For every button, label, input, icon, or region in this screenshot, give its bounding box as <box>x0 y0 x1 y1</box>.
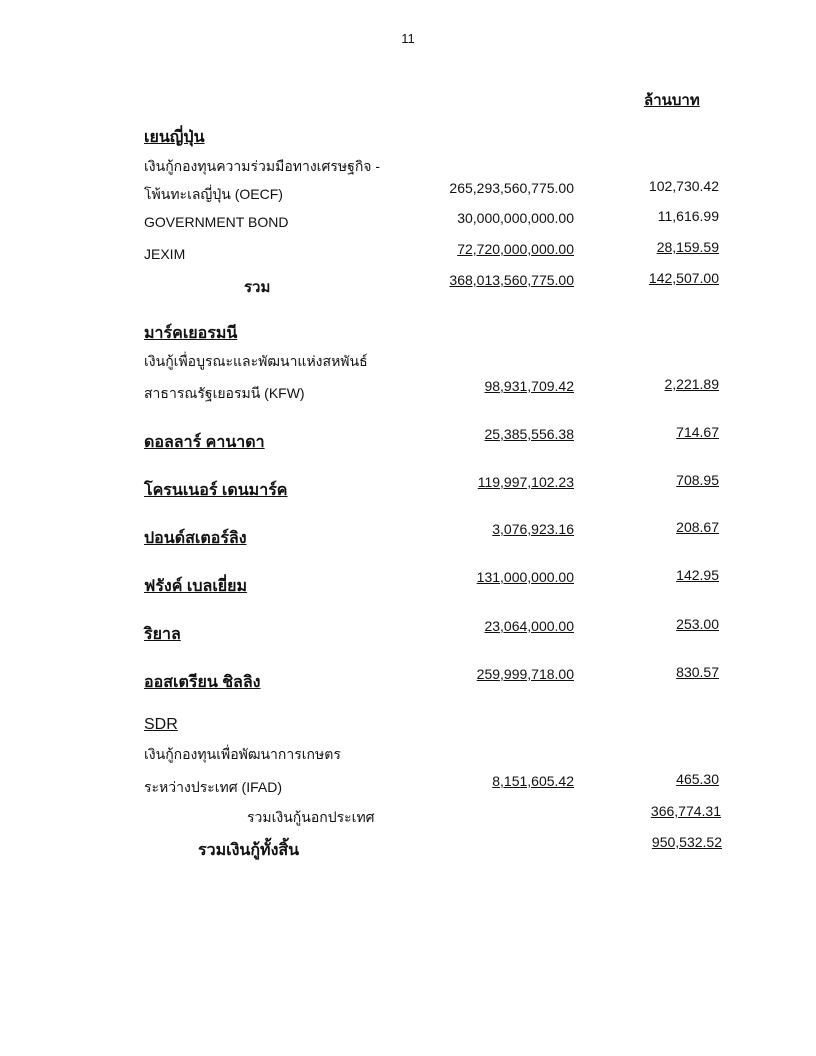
japan-description: เงินกู้กองทุนความร่วมมือทางเศรษฐกิจ - <box>144 158 381 174</box>
cad-baht: 714.67 <box>676 424 719 440</box>
section-heading-bef: ฟรังค์ เบลเยี่ยม <box>144 578 248 595</box>
grand-total-baht: 950,532.52 <box>651 834 722 850</box>
ats-baht: 830.57 <box>676 664 719 680</box>
bef-amount: 131,000,000.00 <box>476 569 574 585</box>
ats-amount: 259,999,718.00 <box>476 666 574 682</box>
japan-row-label: GOVERNMENT BOND <box>144 214 289 230</box>
japan-row-baht: 102,730.42 <box>648 178 719 194</box>
section-heading-japan: เยนญี่ปุ่น <box>144 129 205 146</box>
page-number: 11 <box>401 31 415 46</box>
sdr-amount: 8,151,605.42 <box>492 773 574 789</box>
japan-row-amount: 72,720,000,000.00 <box>457 241 574 257</box>
sdr-row-label: ระหว่างประเทศ (IFAD) <box>144 779 282 795</box>
japan-row-label: JEXIM <box>144 246 186 262</box>
foreign-loan-total-label: รวมเงินกู้นอกประเทศ <box>247 809 375 825</box>
japan-total-amount: 368,013,560,775.00 <box>449 272 574 288</box>
dkk-amount: 119,997,102.23 <box>477 474 574 490</box>
japan-total-label: รวม <box>244 279 271 296</box>
japan-row-baht: 11,616.99 <box>657 208 719 224</box>
section-heading-cad: ดอลลาร์ คานาดา <box>144 434 265 451</box>
japan-row-label: โพ้นทะเลญี่ปุ่น (OECF) <box>144 186 283 202</box>
japan-row-amount: 265,293,560,775.00 <box>449 180 574 196</box>
gbp-amount: 3,076,923.16 <box>492 521 574 537</box>
section-heading-riyal: ริยาล <box>144 626 181 643</box>
grand-total-label: รวมเงินกู้ทั้งสิ้น <box>198 842 300 859</box>
riyal-amount: 23,064,000.00 <box>484 618 574 634</box>
germany-description: เงินกู้เพื่อบูรณะและพัฒนาแห่งสหพันธ์ <box>144 353 368 369</box>
foreign-loan-total-baht: 366,774.31 <box>650 803 721 819</box>
japan-total-baht: 142,507.00 <box>648 270 719 286</box>
sdr-description: เงินกู้กองทุนเพื่อพัฒนาการเกษตร <box>144 746 341 762</box>
sdr-baht: 465.30 <box>676 771 719 787</box>
cad-amount: 25,385,556.38 <box>484 426 574 442</box>
japan-row-baht: 28,159.59 <box>656 239 719 255</box>
unit-header: ล้านบาท <box>644 92 700 109</box>
riyal-baht: 253.00 <box>676 616 719 632</box>
germany-row-amount: 98,931,709.42 <box>484 378 574 394</box>
section-heading-germany: มาร์คเยอรมนี <box>144 325 238 342</box>
dkk-baht: 708.95 <box>676 472 719 488</box>
japan-row-amount: 30,000,000,000.00 <box>457 210 574 226</box>
gbp-baht: 208.67 <box>676 519 719 535</box>
germany-row-baht: 2,221.89 <box>664 376 719 392</box>
germany-row-label: สาธารณรัฐเยอรมนี (KFW) <box>144 385 305 401</box>
section-heading-dkk: โครนเนอร์ เดนมาร์ค <box>144 482 288 499</box>
bef-baht: 142.95 <box>676 567 719 583</box>
section-heading-gbp: ปอนด์สเตอร์ลิง <box>144 530 247 547</box>
section-heading-ats: ออสเตรียน ชิลลิง <box>144 674 261 691</box>
section-heading-sdr: SDR <box>144 716 178 733</box>
